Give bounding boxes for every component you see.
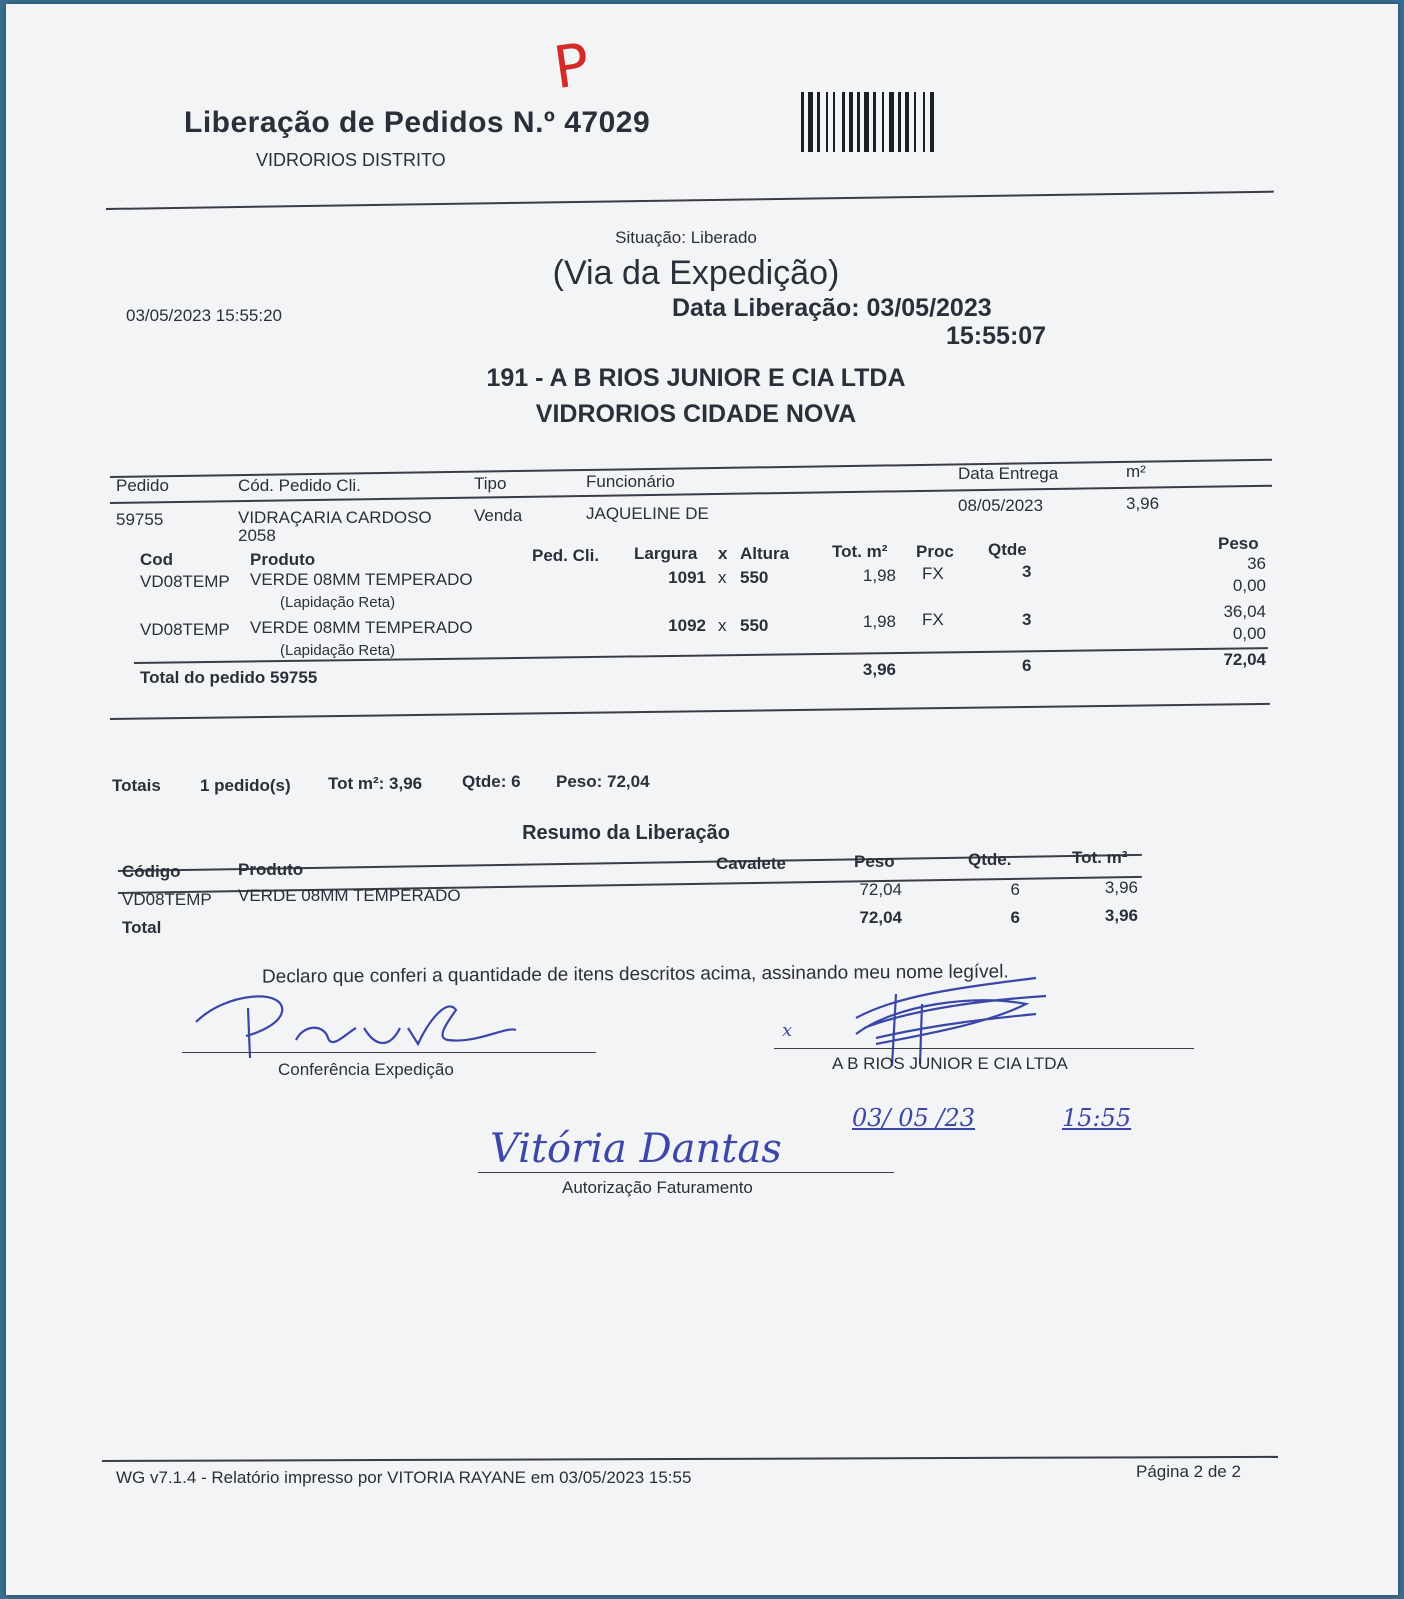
- client-branch: VIDRORIOS CIDADE NOVA: [535, 400, 857, 428]
- summary-col-tot-m2: Tot. m²: [1072, 848, 1128, 867]
- items-col-largura: Largura: [634, 544, 698, 563]
- items-col-altura: Altura: [740, 544, 790, 563]
- footer-line: [102, 1456, 1278, 1462]
- col-funcionario: Funcionário: [586, 472, 675, 491]
- signature-line-cliente: [774, 1048, 1194, 1049]
- status-text: Situação: Liberado: [615, 228, 757, 247]
- summary-codigo: VD08TEMP: [122, 890, 212, 909]
- item-x: x: [718, 568, 727, 587]
- summary-col-peso: Peso: [854, 852, 895, 871]
- summary-total-qtde: 6: [1010, 908, 1020, 927]
- item-qtde: 3: [1022, 562, 1032, 581]
- item-peso-extra: 0,00: [1232, 576, 1266, 595]
- totals-peso: Peso: 72,04: [556, 772, 650, 791]
- summary-produto: VERDE 08MM TEMPERADO: [238, 886, 461, 905]
- totals-qtde: Qtde: 6: [462, 772, 521, 791]
- item-tot-m2: 1,98: [862, 566, 896, 585]
- release-time: 15:55:07: [946, 322, 1047, 350]
- item-peso: 36: [1247, 554, 1266, 573]
- summary-total-peso: 72,04: [859, 908, 902, 927]
- summary-col-produto: Produto: [238, 860, 304, 879]
- col-pedido: Pedido: [116, 476, 169, 495]
- order-number: 59755: [116, 510, 164, 529]
- item-proc: FX: [922, 564, 944, 583]
- item-largura: 1091: [668, 568, 706, 587]
- summary-col-qtde: Qtde.: [968, 850, 1012, 869]
- summary-qtde: 6: [1010, 880, 1020, 899]
- delivery-date: 08/05/2023: [958, 496, 1044, 515]
- items-col-qtde: Qtde: [988, 540, 1027, 559]
- signature-line-autorizacao: [478, 1172, 894, 1173]
- summary-peso: 72,04: [859, 880, 902, 899]
- declaration-text: Declaro que conferi a quantidade de itens descritos acima, assinando meu nome legível.: [261, 961, 1009, 988]
- items-col-tot-m2: Tot. m²: [832, 542, 888, 561]
- item-produto: VERDE 08MM TEMPERADO: [250, 618, 473, 637]
- totals-m2: Tot m²: 3,96: [328, 774, 423, 793]
- summary-total-m2: 3,96: [1104, 906, 1138, 925]
- item-tot-m2: 1,98: [862, 612, 896, 631]
- items-col-ped-cli: Ped. Cli.: [532, 546, 600, 565]
- header-divider: [106, 191, 1274, 210]
- item-altura: 550: [740, 616, 769, 635]
- barcode: [801, 92, 1013, 154]
- items-col-proc: Proc: [916, 542, 954, 561]
- footer-left: WG v7.1.4 - Relatório impresso por VITORIA RAYANE em 03/05/2023 15:55: [116, 1468, 692, 1487]
- col-cod-pedido-cli: Cód. Pedido Cli.: [238, 476, 361, 495]
- items-col-cod: Cod: [140, 550, 174, 569]
- item-cod: VD08TEMP: [140, 620, 230, 639]
- order-table-bottom-line: [110, 703, 1270, 720]
- item-sub: (Lapidação Reta): [280, 642, 396, 659]
- client-order-code-2: 2058: [238, 526, 276, 545]
- summary-total-label: Total: [122, 918, 162, 937]
- client-name: 191 - A B RIOS JUNIOR E CIA LTDA: [486, 364, 906, 392]
- totals-label: Totais: [112, 776, 161, 795]
- order-type: Venda: [474, 506, 523, 525]
- col-tipo: Tipo: [474, 474, 507, 493]
- handwritten-mark: P: [549, 29, 594, 103]
- order-m2: 3,96: [1126, 494, 1160, 513]
- signature-conferencia: [186, 988, 546, 1068]
- items-col-x: x: [718, 544, 728, 563]
- signature-line-conferencia: [182, 1052, 596, 1053]
- footer-page: Página 2 de 2: [1136, 1462, 1241, 1481]
- document-title: Liberação de Pedidos N.º 47029: [184, 106, 651, 139]
- order-total-label: Total do pedido 59755: [140, 668, 318, 687]
- client-order-code: VIDRAÇARIA CARDOSO: [238, 508, 432, 527]
- print-datetime: 03/05/2023 15:55:20: [126, 306, 282, 325]
- col-data-entrega: Data Entrega: [958, 464, 1059, 483]
- col-m2: m²: [1126, 462, 1146, 481]
- item-largura: 1092: [668, 616, 706, 635]
- release-date: Data Liberação: 03/05/2023: [672, 294, 992, 322]
- item-qtde: 3: [1022, 610, 1032, 629]
- handwritten-x: x: [782, 1020, 793, 1041]
- handwritten-name: Vitória Dantas: [490, 1126, 782, 1172]
- order-total-m2: 3,96: [862, 660, 896, 679]
- label-cliente: A B RIOS JUNIOR E CIA LTDA: [832, 1054, 1068, 1073]
- label-conferencia: Conferência Expedição: [278, 1060, 454, 1079]
- issuer-company: VIDRORIOS DISTRITO: [256, 150, 446, 170]
- item-x: x: [718, 616, 727, 635]
- item-produto: VERDE 08MM TEMPERADO: [250, 570, 473, 589]
- item-altura: 550: [740, 568, 769, 587]
- summary-title: Resumo da Liberação: [522, 822, 730, 844]
- order-total-qtde: 6: [1022, 656, 1032, 675]
- items-col-produto: Produto: [250, 550, 316, 569]
- handwritten-time: 15:55: [1062, 1104, 1132, 1132]
- copy-type: (Via da Expedição): [552, 254, 840, 292]
- summary-tot-m2: 3,96: [1104, 878, 1138, 897]
- employee: JAQUELINE DE: [586, 504, 709, 523]
- item-proc: FX: [922, 610, 944, 629]
- totals-orders: 1 pedido(s): [200, 776, 291, 795]
- item-cod: VD08TEMP: [140, 572, 230, 591]
- document-page: [6, 4, 1398, 1595]
- item-peso: 36,04: [1223, 602, 1266, 621]
- summary-col-cavalete: Cavalete: [716, 854, 786, 873]
- handwritten-date: 03/ 05 /23: [852, 1104, 976, 1132]
- item-sub: (Lapidação Reta): [280, 594, 396, 611]
- item-peso-extra: 0,00: [1232, 624, 1266, 643]
- label-autorizacao: Autorização Faturamento: [562, 1178, 753, 1197]
- order-total-peso: 72,04: [1223, 650, 1266, 669]
- summary-col-codigo: Código: [122, 862, 181, 881]
- items-col-peso: Peso: [1218, 534, 1259, 553]
